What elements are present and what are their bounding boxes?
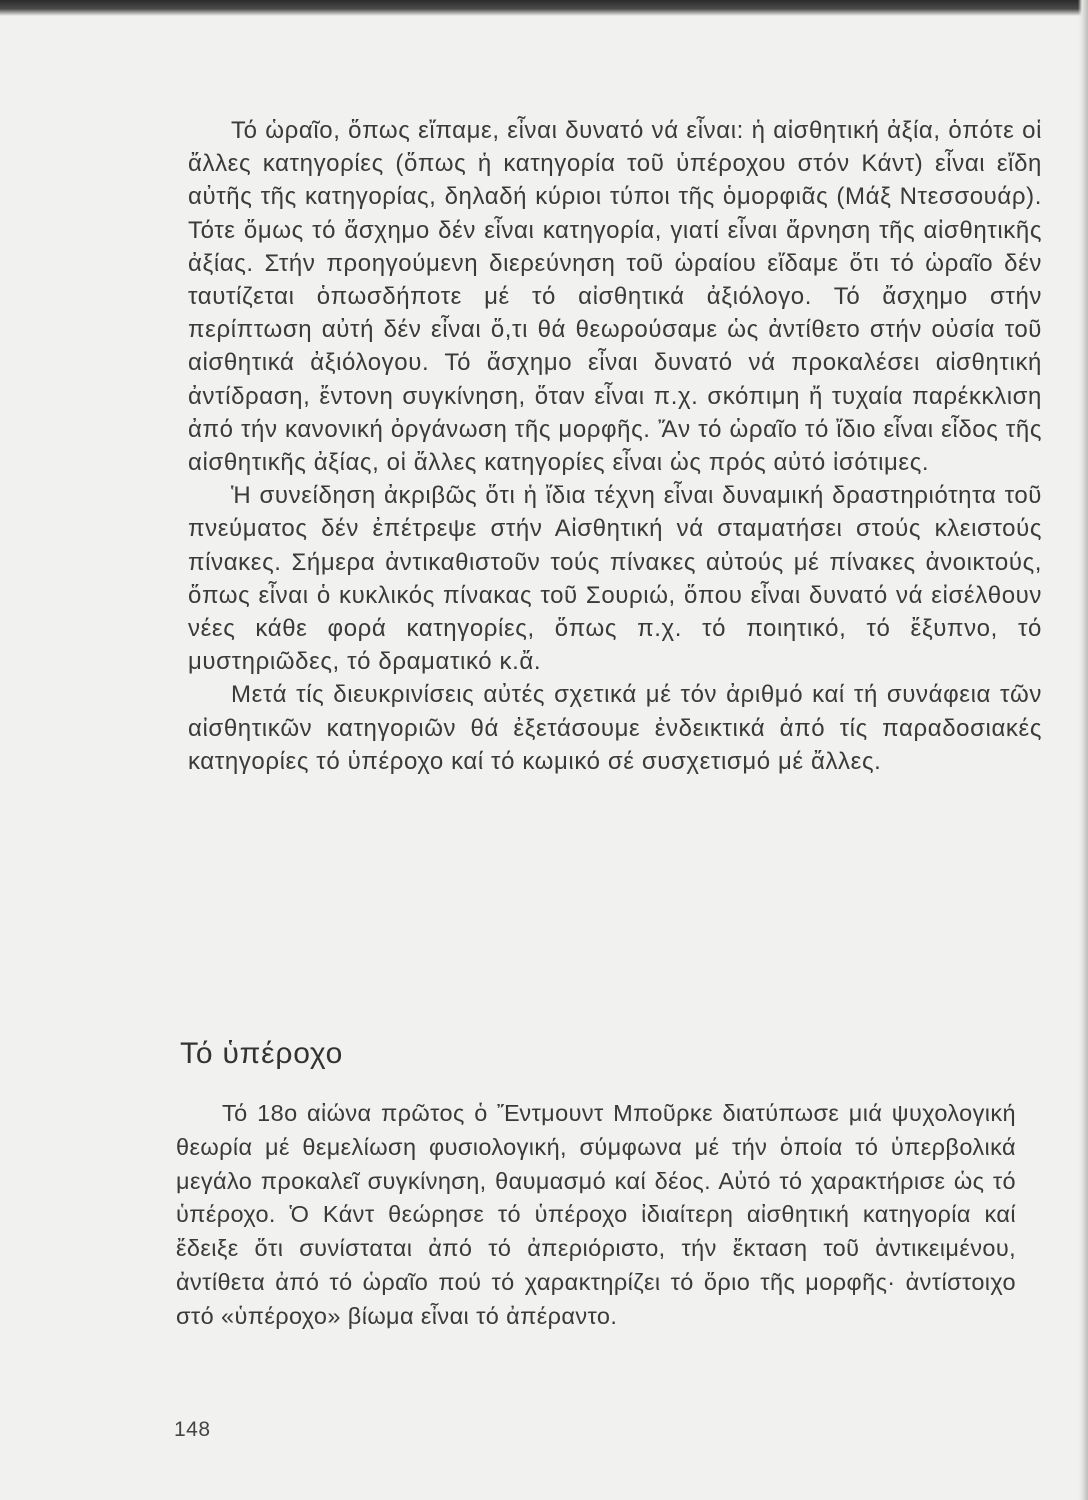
paragraph: Τό ὡραῖο, ὅπως εἴπαμε, εἶναι δυνατό νά εἶναι: ἡ αἰσθητική ἀξία, ὁπότε οἱ ἄλλες κατηγορίες (ὅπως ἡ κατηγορία τοῦ ὑπέροχου στόν Κάντ) εἶναι εἴδη αὐτῆς τῆς κατηγορίας, δηλαδή κύριοι τύποι τῆς ὁμορφιᾶς (Μάξ Ντεσσουάρ). Τότε ὅμως τό ἄσχημο δέν εἶναι κατηγορία, γιατί εἶναι ἄρνηση τῆς αἰσθητικῆς ἀξίας. Στήν προηγούμενη διερεύνηση τοῦ ὡραίου εἴδαμε ὅτι τό ὡραῖο δέν ταυτίζεται ὁπωσδήποτε μέ τό αἰσθητικά ἀξιόλογο. Τό ἄσχημο στήν περίπτωση αὐτή δέν εἶναι ὅ,τι θά θεωρούσαμε ὡς ἀντίθετο στήν οὐσία τοῦ αἰσθητικά ἀξιόλογου. Τό ἄσχημο εἶναι δυνατό νά προκαλέσει αἰσθητική ἀντίδραση, ἔντονη συγκίνηση, ὅταν εἶναι π.χ. σκόπιμη ἤ τυχαία παρέκκλιση ἀπό τήν κανονική ὀργάνωση τῆς μορφῆς. Ἄν τό ὡραῖο τό ἴδιο εἶναι εἶδος τῆς αἰσθητικῆς ἀξίας, οἱ ἄλλες κατηγορίες εἶναι ὡς πρός αὐτό ἰσότιμες. [188,117,1042,477]
paragraph: Τό 18ο αἰώνα πρῶτος ὁ Ἔντμουντ Μποῦρκε διατύπωσε μιά ψυχολογική θεωρία μέ θεμελίωση φυσιολογική, σύμφωνα μέ τήν ὁποία τό ὑπερβολικά μεγάλο προκαλεῖ συγκίνηση, θαυμασμό καί δέος. Αὐτό τό χαρακτήρισε ὡς τό ὑπέροχο. Ὁ Κάντ θεώρησε τό ὑπέροχο ἰδιαίτερη αἰσθητική κατηγορία καί ἔδειξε ὅτι συνίσταται ἀπό τό ἀπεριόριστο, τήν ἔκταση τοῦ ἀντικειμένου, ἀντίθετα ἀπό τό ὡραῖο πού τό χαρακτηρίζει τό ὅριο τῆς μορφῆς· ἀντίστοιχο στό «ὑπέροχο» βίωμα εἶναι τό ἀπέραντο. [176,1100,1016,1329]
paragraph: Μετά τίς διευκρινίσεις αὐτές σχετικά μέ τόν ἀριθμό καί τή συνάφεια τῶν αἰσθητικῶν κατηγοριῶν θά ἐξετάσουμε ἐνδεικτικά ἀπό τίς παραδοσιακές κατηγορίες τό ὑπέροχο καί τό κωμικό σέ συσχετισμό μέ ἄλλες. [188,681,1042,775]
body-text [188,114,1042,778]
page-number: 148 [174,1418,211,1441]
section-body-text [176,1097,1016,1334]
scan-right-edge [1078,0,1088,1500]
paragraph: Ἡ συνείδηση ἀκριβῶς ὅτι ἡ ἴδια τέχνη εἶναι δυναμική δραστηριότητα τοῦ πνεύματος δέν ἐπέτρεψε στήν Αἰσθητική νά σταματήσει στούς κλειστούς πίνακες. Σήμερα ἀντικαθιστοῦν τούς πίνακες αὐτούς μέ πίνακες ἀνοικτούς, ὅπως εἶναι ὁ κυκλικός πίνακας τοῦ Σουριώ, ὅπου εἶναι δυνατό νά εἰσέλθουν νέες κάθε φορά κατηγορίες, ὅπως π.χ. τό ποιητικό, τό ἔξυπνο, τό μυστηριῶδες, τό δραματικό κ.ἄ. [188,482,1042,676]
scan-top-edge [0,0,1088,16]
section-heading: Τό ὑπέροχο [180,1037,344,1070]
